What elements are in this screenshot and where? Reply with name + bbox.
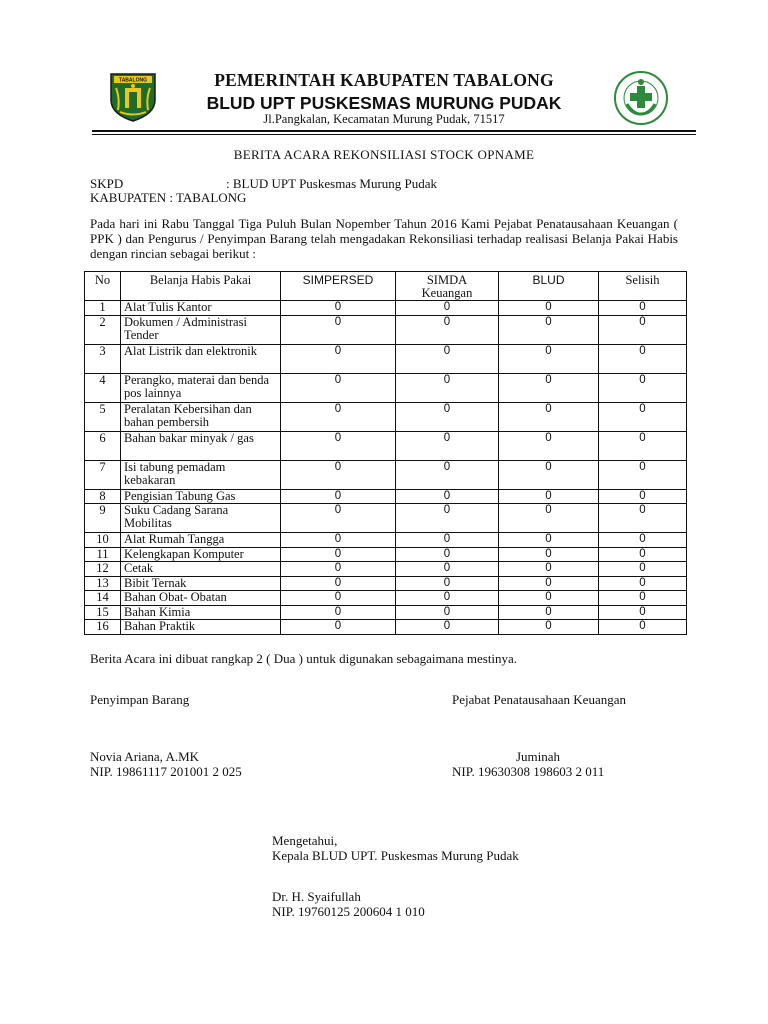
acknowledgement-role: Kepala BLUD UPT. Puskesmas Murung Pudak — [272, 848, 519, 863]
header-rule-thick — [92, 130, 696, 132]
row-no: 12 — [85, 562, 121, 577]
row-simda: 0 — [396, 533, 499, 548]
reconciliation-table — [84, 271, 687, 635]
row-selisih: 0 — [599, 605, 687, 620]
row-simda: 0 — [396, 547, 499, 562]
row-selisih: 0 — [599, 591, 687, 606]
row-selisih: 0 — [599, 533, 687, 548]
table-row — [85, 562, 687, 577]
row-no: 11 — [85, 547, 121, 562]
table-row — [85, 576, 687, 591]
table-row — [85, 489, 687, 504]
row-simpersed: 0 — [281, 301, 396, 316]
row-selisih: 0 — [599, 489, 687, 504]
table-row — [85, 301, 687, 316]
table-row — [85, 533, 687, 548]
row-blud: 0 — [499, 344, 599, 373]
row-no: 16 — [85, 620, 121, 635]
row-simda: 0 — [396, 504, 499, 533]
row-simpersed: 0 — [281, 533, 396, 548]
left-signer-role: Penyimpan Barang — [90, 692, 190, 707]
table-row — [85, 315, 687, 344]
row-simpersed: 0 — [281, 591, 396, 606]
header-simda — [396, 272, 499, 301]
row-blud: 0 — [499, 576, 599, 591]
row-no: 10 — [85, 533, 121, 548]
table-row — [85, 431, 687, 460]
row-blud: 0 — [499, 489, 599, 504]
row-selisih: 0 — [599, 460, 687, 489]
row-item: Bibit Ternak — [121, 576, 281, 591]
row-simda: 0 — [396, 605, 499, 620]
row-item: Bahan bakar minyak / gas — [121, 431, 281, 460]
row-item: Alat Listrik dan elektronik — [121, 344, 281, 373]
row-selisih: 0 — [599, 431, 687, 460]
right-signer-name: Juminah — [516, 749, 561, 764]
kabupaten-line: KABUPATEN : TABALONG — [90, 190, 247, 205]
row-blud: 0 — [499, 402, 599, 431]
table-row — [85, 605, 687, 620]
document-title: BERITA ACARA REKONSILIASI STOCK OPNAME — [233, 147, 535, 162]
row-simda: 0 — [396, 301, 499, 316]
row-selisih: 0 — [599, 315, 687, 344]
table-row — [85, 547, 687, 562]
row-simpersed: 0 — [281, 460, 396, 489]
row-simda: 0 — [396, 620, 499, 635]
left-signer-name: Novia Ariana, A.MK — [90, 749, 200, 764]
row-item: Dokumen / Administrasi Tender — [121, 315, 281, 344]
header-simpersed: SIMPERSED — [281, 272, 396, 301]
row-simda: 0 — [396, 460, 499, 489]
row-no: 3 — [85, 344, 121, 373]
row-selisih: 0 — [599, 301, 687, 316]
row-item: Bahan Obat- Obatan — [121, 591, 281, 606]
table-body — [85, 301, 687, 635]
acknowledgement-nip: NIP. 19760125 200604 1 010 — [272, 904, 425, 919]
table-row — [85, 344, 687, 373]
row-simpersed: 0 — [281, 504, 396, 533]
row-simda: 0 — [396, 373, 499, 402]
row-no: 4 — [85, 373, 121, 402]
row-selisih: 0 — [599, 504, 687, 533]
header-address: Jl.Pangkalan, Kecamatan Murung Pudak, 71517 — [263, 112, 505, 126]
row-simpersed: 0 — [281, 489, 396, 504]
intro-paragraph: Pada hari ini Rabu Tanggal Tiga Puluh Bulan Nopember Tahun 2016 Kami Pejabat Penatausahaan Keuangan ( PPK ) dan Pengurus / Penyimpan Barang telah mengadakan Rekonsiliasi terhadap realisasi Belanja Pakai Habis dengan rincian sebagai berikut : — [90, 216, 678, 261]
row-item: Isi tabung pemadam kebakaran — [121, 460, 281, 489]
header-no: No — [85, 272, 121, 301]
row-blud: 0 — [499, 301, 599, 316]
row-simpersed: 0 — [281, 402, 396, 431]
row-simpersed: 0 — [281, 431, 396, 460]
row-no: 5 — [85, 402, 121, 431]
row-simda: 0 — [396, 431, 499, 460]
row-blud: 0 — [499, 605, 599, 620]
row-item: Peralatan Kebersihan dan bahan pembersih — [121, 402, 281, 431]
row-item: Suku Cadang Sarana Mobilitas — [121, 504, 281, 533]
table-header-row — [85, 272, 687, 301]
row-simda: 0 — [396, 402, 499, 431]
row-simpersed: 0 — [281, 605, 396, 620]
row-simpersed: 0 — [281, 373, 396, 402]
skpd-label: SKPD — [90, 176, 124, 191]
row-blud: 0 — [499, 431, 599, 460]
header-item: Belanja Habis Pakai — [121, 272, 281, 301]
row-simda: 0 — [396, 489, 499, 504]
table-row — [85, 591, 687, 606]
row-no: 1 — [85, 301, 121, 316]
row-blud: 0 — [499, 533, 599, 548]
row-selisih: 0 — [599, 562, 687, 577]
table-row — [85, 620, 687, 635]
row-simpersed: 0 — [281, 620, 396, 635]
row-simpersed: 0 — [281, 547, 396, 562]
header-rule-thin — [92, 134, 696, 135]
header-simda-top: SIMDA — [426, 273, 468, 287]
row-blud: 0 — [499, 373, 599, 402]
row-no: 15 — [85, 605, 121, 620]
header-simda-bottom: Keuangan — [421, 286, 473, 300]
table-row — [85, 504, 687, 533]
header-blud: BLUD — [499, 272, 599, 301]
left-signer-nip: NIP. 19861117 201001 2 025 — [90, 764, 242, 779]
row-item: Cetak — [121, 562, 281, 577]
row-item: Bahan Kimia — [121, 605, 281, 620]
row-simda: 0 — [396, 315, 499, 344]
row-blud: 0 — [499, 620, 599, 635]
row-blud: 0 — [499, 504, 599, 533]
row-simda: 0 — [396, 591, 499, 606]
header-government-name: PEMERINTAH KABUPATEN TABALONG — [214, 70, 554, 90]
row-simpersed: 0 — [281, 562, 396, 577]
closing-statement: Berita Acara ini dibuat rangkap 2 ( Dua ) untuk digunakan sebagaimana mestinya. — [90, 651, 518, 666]
row-selisih: 0 — [599, 373, 687, 402]
row-no: 6 — [85, 431, 121, 460]
right-signer-role: Pejabat Penatausahaan Keuangan — [452, 692, 626, 707]
header-institution-name: BLUD UPT PUSKESMAS MURUNG PUDAK — [206, 93, 562, 113]
svg-text:TABALONG: TABALONG — [119, 77, 147, 84]
row-item: Pengisian Tabung Gas — [121, 489, 281, 504]
row-blud: 0 — [499, 460, 599, 489]
row-selisih: 0 — [599, 547, 687, 562]
row-item: Bahan Praktik — [121, 620, 281, 635]
row-item: Kelengkapan Komputer — [121, 547, 281, 562]
row-blud: 0 — [499, 562, 599, 577]
row-simda: 0 — [396, 562, 499, 577]
skpd-value: : BLUD UPT Puskesmas Murung Pudak — [226, 176, 438, 191]
row-item: Alat Tulis Kantor — [121, 301, 281, 316]
row-simpersed: 0 — [281, 344, 396, 373]
row-item: Perangko, materai dan benda pos lainnya — [121, 373, 281, 402]
row-selisih: 0 — [599, 620, 687, 635]
row-selisih: 0 — [599, 402, 687, 431]
row-item: Alat Rumah Tangga — [121, 533, 281, 548]
row-blud: 0 — [499, 547, 599, 562]
row-no: 8 — [85, 489, 121, 504]
row-simpersed: 0 — [281, 576, 396, 591]
table-row — [85, 460, 687, 489]
row-selisih: 0 — [599, 576, 687, 591]
row-no: 7 — [85, 460, 121, 489]
acknowledgement-name: Dr. H. Syaifullah — [272, 889, 361, 904]
row-selisih: 0 — [599, 344, 687, 373]
row-simpersed: 0 — [281, 315, 396, 344]
row-no: 9 — [85, 504, 121, 533]
table-row — [85, 373, 687, 402]
row-blud: 0 — [499, 315, 599, 344]
row-no: 2 — [85, 315, 121, 344]
right-signer-nip: NIP. 19630308 198603 2 011 — [452, 764, 605, 779]
table-row — [85, 402, 687, 431]
row-simda: 0 — [396, 576, 499, 591]
row-no: 13 — [85, 576, 121, 591]
row-no: 14 — [85, 591, 121, 606]
row-blud: 0 — [499, 591, 599, 606]
header-selisih: Selisih — [599, 272, 687, 301]
acknowledgement-label: Mengetahui, — [272, 833, 338, 848]
row-simda: 0 — [396, 344, 499, 373]
